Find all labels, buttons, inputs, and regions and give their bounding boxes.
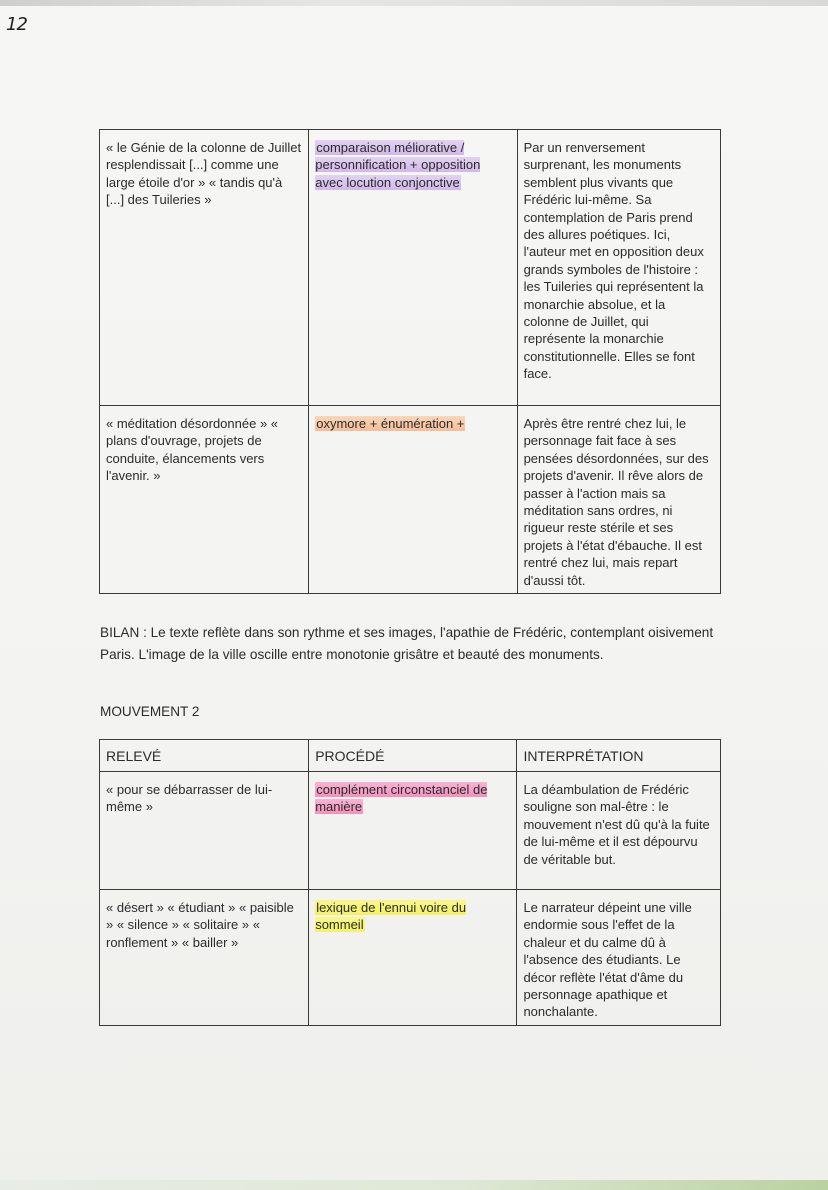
procede-cell xyxy=(309,130,517,406)
analysis-table-mouvement-2 xyxy=(99,739,721,1026)
column-header-releve: RELEVÉ xyxy=(100,740,309,772)
table-row xyxy=(100,890,721,1026)
releve-text: « pour se débarrasser de lui-même » xyxy=(106,782,273,815)
procede-cell xyxy=(309,890,517,1026)
releve-text: « le Génie de la colonne de Juillet resplendissait [...] comme une large étoile d'or » « tandis qu'à [...] des Tuileries » xyxy=(106,140,302,208)
interpretation-cell xyxy=(517,406,720,594)
releve-text: « méditation désordonnée » « plans d'ouvrage, projets de conduite, élancements vers l'avenir. » xyxy=(106,416,279,484)
interpretation-text: Par un renversement surprenant, les monuments semblent plus vivants que Frédéric lui-même. Sa contemplation de Paris prend des allures poétiques. Ici, l'auteur met en opposition deux grands symboles de l'histoire : les Tuileries qui représentent la monarchie absolue, et la colonne de Juillet, qui représente la monarchie constitutionnelle. Elles se font face. xyxy=(523,140,704,382)
page-top-edge xyxy=(0,0,828,6)
interpretation-text: Après être rentré chez lui, le personnage fait face à ses pensées désordonnées, sur des projets d'avenir. Il rêve alors de passer à l'action mais sa méditation sans ordres, ni rigueur reste stérile et ses projets à l'état d'ébauche. Il est rentré chez lui, mais repart d'aussi tôt. xyxy=(523,416,709,588)
table-row xyxy=(100,130,721,406)
bilan-paragraph: BILAN : Le texte reflète dans son rythme et ses images, l'apathie de Frédéric, contemplant oisivement Paris. L'image de la ville oscille entre monotonie grisâtre et beauté des monuments. xyxy=(100,625,714,662)
interpretation-cell xyxy=(517,890,721,1026)
releve-cell xyxy=(100,130,309,406)
interpretation-text: La déambulation de Frédéric souligne son mal-être : le mouvement n'est dû qu'à la fuite de lui-même et il est dépourvu de véritable but. xyxy=(523,782,710,867)
table-header-row xyxy=(100,740,721,772)
column-header-interpretation: INTERPRÉTATION xyxy=(517,740,721,772)
column-header-procede: PROCÉDÉ xyxy=(309,740,517,772)
procede-highlight: oxymore + énumération + xyxy=(316,416,465,431)
table-row xyxy=(100,772,721,890)
table-row xyxy=(100,406,721,594)
interpretation-cell xyxy=(517,772,721,890)
procede-highlight: comparaison méliorative / personnification + opposition avec locution conjonctive xyxy=(315,140,481,190)
procede-highlight: lexique de l'ennui voire du sommeil xyxy=(315,900,467,933)
interpretation-text: Le narrateur dépeint une ville endormie sous l'effet de la chaleur et du calme dû à l'absence des étudiants. Le décor reflète l'état d'âme du personnage apathique et nonchalante. xyxy=(523,900,692,1020)
procede-cell xyxy=(309,772,517,890)
releve-cell xyxy=(100,406,309,594)
page-bottom-edge xyxy=(0,1180,828,1190)
analysis-table-mouvement-1 xyxy=(99,129,721,594)
releve-cell xyxy=(100,890,309,1026)
procede-highlight: complément circonstanciel de manière xyxy=(315,782,488,815)
procede-cell xyxy=(309,406,517,594)
releve-text: « désert » « étudiant » « paisible » « silence » « solitaire » « ronflement » « bailler » xyxy=(106,900,294,950)
releve-cell xyxy=(100,772,309,890)
interpretation-cell xyxy=(517,130,720,406)
page-number: 12 xyxy=(6,14,27,35)
section-title: MOUVEMENT 2 xyxy=(100,704,200,719)
